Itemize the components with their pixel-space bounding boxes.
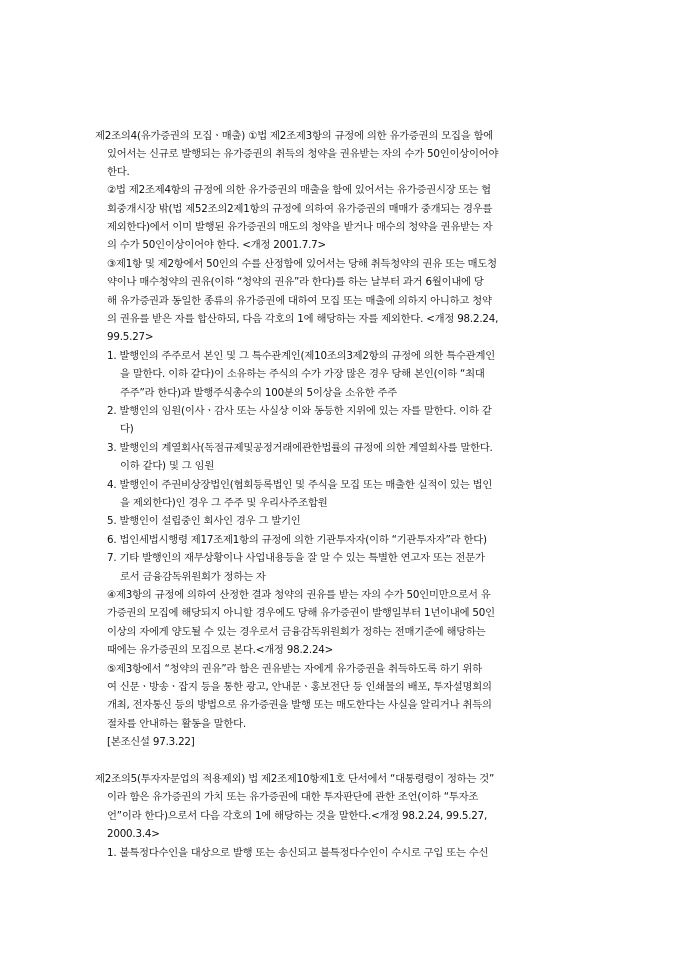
article-4-p3-line-2: 약이나 매수청약의 권유(이하 “청약의 권유”라 한다)를 하는 날부터 과거 6월이내에 당 [107, 276, 484, 288]
article-5-item-1-line-1: 1. 불특정다수인을 대상으로 발행 또는 송신되고 불특정다수인이 수시로 구입 또는 수신 [107, 847, 489, 859]
article-4-p1-line-1: ①법 제2조제3항의 규정에 의한 유가증권의 모집을 함에 [248, 130, 494, 142]
article-4-p5-line-1: ⑤제3항에서 “청약의 권유”라 함은 권유받는 자에게 유가증권을 취득하도록 하기 위하 [107, 663, 482, 675]
article-4-p4-line-3: 이상의 자에게 양도될 수 있는 경우로서 금융감독위원회가 정하는 전매기준에 해당하는 [107, 626, 486, 638]
article-5-line-2: 이라 함은 유가증권의 가치 또는 유가증권에 대한 투자판단에 관한 조언(이하 “투자조 [107, 791, 479, 803]
article-4-item-1-line-3: 주주”라 한다)과 발행주식총수의 100분의 5이상을 소유한 주주 [120, 387, 397, 399]
article-4-p3-line-3: 해 유가증권과 동일한 종류의 유가증권에 대하여 모집 또는 매출에 의하지 아니하고 청약 [107, 295, 492, 307]
article-4-p3-line-5: 99.5.27> [107, 331, 154, 343]
article-4-item-4-line-1: 4. 발행인이 주권비상장법인(협회등록법인 및 주식을 모집 또는 매출한 실적이 있는 법인 [107, 479, 493, 491]
article-4-enactment-note: [본조신설 97.3.22] [107, 736, 195, 748]
article-4-p2-line-4: 의 수가 50인이상이어야 한다. <개정 2001.7.7> [107, 239, 326, 251]
article-4-item-5-line-1: 5. 발행인이 설립중인 회사인 경우 그 발기인 [107, 515, 301, 527]
article-4-p2-line-2: 회중개시장 밖(법 제52조의2제1항의 규정에 의하여 유가증권의 매매가 중개되는 경우를 [107, 203, 493, 215]
article-4-item-1-line-2: 을 말한다. 이하 같다)이 소유하는 주식의 수가 가장 많은 경우 당해 본인(이하 “최대 [120, 368, 485, 380]
article-4-p3-line-1: ③제1항 및 제2항에서 50인의 수를 산정함에 있어서는 당해 취득청약의 권유 또는 매도청 [107, 258, 497, 270]
article-5-line-3: 언”이라 한다)으로서 다음 각호의 1에 해당하는 것을 말한다.<개정 98.2.24, 99.5.27, [107, 810, 488, 822]
article-4-p4-line-1: ④제3항의 규정에 의하여 산정한 결과 청약의 권유를 받는 자의 수가 50인미만으로서 유 [107, 589, 491, 601]
article-4-item-1-line-1: 1. 발행인의 주주로서 본인 및 그 특수관계인(제10조의3제2항의 규정에 의한 특수관계인 [107, 350, 495, 362]
article-4-item-2-line-1: 2. 발행인의 임원(이사ㆍ감사 또는 사실상 이와 동등한 지위에 있는 자를 말한다. 이하 같 [107, 405, 492, 417]
article-4-item-7-line-2: 로서 금융감독위원회가 정하는 자 [120, 571, 266, 583]
article-4-p3-line-4: 의 권유를 받은 자를 합산하되, 다음 각호의 1에 해당하는 자를 제외한다. <개정 98.2.24, [107, 313, 499, 325]
article-4-p1-line-3: 한다. [107, 166, 130, 178]
article-4-p5-line-2: 여 신문ㆍ방송ㆍ잡지 등을 통한 광고, 안내문ㆍ홍보전단 등 인쇄물의 배포, 투자설명회의 [107, 681, 492, 693]
article-4-p2-line-1: ②법 제2조제4항의 규정에 의한 유가증권의 매출을 함에 있어서는 유가증권시장 또는 협 [107, 184, 491, 196]
article-4-item-7-line-1: 7. 기타 발행인의 재무상황이나 사업내용등을 잘 알 수 있는 특별한 연고자 또는 전문가 [107, 552, 485, 564]
article-4-item-3-line-1: 3. 발행인의 계열회사(독점규제및공정거래에관한법률의 규정에 의한 계열회사를 말한다. [107, 442, 493, 454]
article-4-item-4-line-2: 을 제외한다)인 경우 그 주주 및 우리사주조합원 [120, 497, 328, 509]
article-4-item-3-line-2: 이하 같다) 및 그 임원 [120, 460, 215, 472]
article-5-line-4: 2000.3.4> [107, 828, 160, 840]
article-4-p5-line-4: 절차를 안내하는 활동을 말한다. [107, 718, 246, 730]
article-4-p1-line-2: 있어서는 신규로 발행되는 유가증권의 취득의 청약을 권유받는 자의 수가 50인이상이어야 [107, 148, 499, 160]
article-4-item-6-line-1: 6. 법인세법시행령 제17조제1항의 규정에 의한 기관투자자(이하 “기관투자자”라 한다) [107, 534, 487, 546]
article-4-title: 제2조의4(유가증권의 모집ㆍ매출) [95, 130, 246, 142]
article-4-p5-line-3: 개최, 전자통신 등의 방법으로 유가증권을 발행 또는 매도한다는 사실을 알리거나 취득의 [107, 699, 492, 711]
article-5-line-1: 제2조의5(투자자문업의 적용제외) 법 제2조제10항제1호 단서에서 “대통령령이 정하는 것” [95, 773, 495, 785]
article-4-item-2-line-2: 다) [120, 423, 134, 435]
article-4-p4-line-4: 때에는 유가증권의 모집으로 본다.<개정 98.2.24> [107, 644, 334, 656]
article-4-p2-line-3: 제외한다)에서 이미 발행된 유가증권의 매도의 청약을 받거나 매수의 청약을 권유받는 자 [107, 221, 493, 233]
article-4-heading-line [95, 130, 493, 143]
article-4-p4-line-2: 가증권의 모집에 해당되지 아니할 경우에도 당해 유가증권이 발행일부터 1년이내에 50인 [107, 607, 495, 619]
